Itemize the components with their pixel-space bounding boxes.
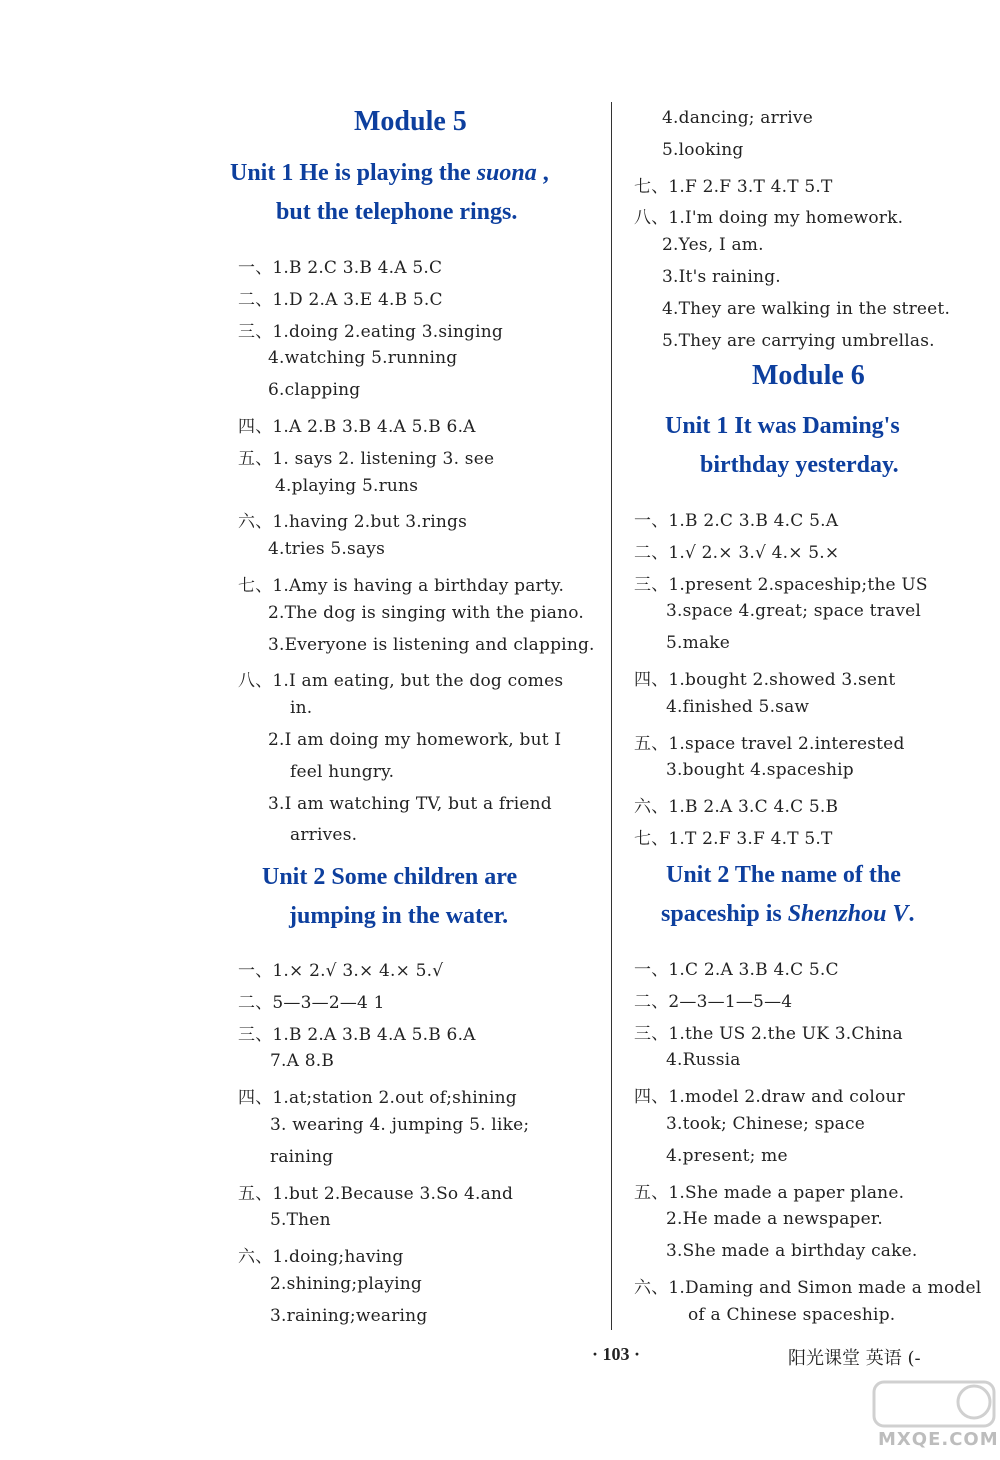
unit-1-title-part-a: Unit 1 He is playing the xyxy=(230,160,477,186)
answer-line: 4.playing 5.runs xyxy=(275,475,419,496)
answer-line: 八、1.I am eating, but the dog comes xyxy=(238,671,564,692)
answer-line: of a Chinese spaceship. xyxy=(688,1304,896,1325)
unit-1-title-line-2: but the telephone rings. xyxy=(276,199,518,225)
module-6-title: Module 6 xyxy=(752,360,865,391)
answer-line: 2.shining;playing xyxy=(270,1274,423,1294)
m6-unit-1-title-line-1: Unit 1 It was Daming's xyxy=(665,413,900,439)
answer-line: 3.It's raining. xyxy=(662,267,781,287)
answer-line: 五、1.She made a paper plane. xyxy=(634,1182,905,1203)
unit-2-title-line-2: jumping in the water. xyxy=(289,903,509,929)
answer-line: 一、1.C 2.A 3.B 4.C 5.C xyxy=(634,960,839,980)
answer-line: 3.space 4.great; space travel xyxy=(666,601,922,622)
answer-line: 八、1.I'm doing my homework. xyxy=(634,208,904,229)
answer-line: raining xyxy=(270,1146,334,1167)
answer-line: 五、1.space travel 2.interested xyxy=(634,733,905,754)
m6-unit-2-title-part-c: . xyxy=(908,901,915,927)
answer-line: 五、1.but 2.Because 3.So 4.and xyxy=(238,1183,514,1204)
answer-line: 7.A 8.B xyxy=(270,1051,335,1072)
answer-line: 三、1.present 2.spaceship;the US xyxy=(634,574,928,595)
m6-unit-1-title-line-2: birthday yesterday. xyxy=(700,452,899,478)
unit-1-title-line-1 xyxy=(230,160,549,187)
answer-line: 六、1.having 2.but 3.rings xyxy=(238,512,468,533)
answer-line: 4.tries 5.says xyxy=(268,539,386,560)
answer-line: 4.They are walking in the street. xyxy=(662,298,951,319)
m6-unit-2-title-italic: Shenzhou V xyxy=(787,901,909,927)
answer-line: 一、1.× 2.√ 3.× 4.× 5.√ xyxy=(238,961,444,981)
answer-line: 5.They are carrying umbrellas. xyxy=(662,330,935,351)
watermark-text: MXQE.COM xyxy=(878,1429,999,1450)
answer-line: 四、1.model 2.draw and colour xyxy=(634,1087,905,1108)
answer-line: 3.I am watching TV, but a friend xyxy=(268,793,552,814)
answer-line: 二、1.√ 2.× 3.√ 4.× 5.× xyxy=(634,542,840,563)
answer-line: 3.raining;wearing xyxy=(270,1305,428,1326)
answer-line: 2.He made a newspaper. xyxy=(666,1209,883,1230)
answer-line: 七、1.F 2.F 3.T 4.T 5.T xyxy=(634,176,833,197)
book-title: 阳光课堂 英语 (- xyxy=(788,1348,921,1369)
answer-line: 三、1.the US 2.the UK 3.China xyxy=(634,1023,903,1044)
answer-line: 三、1.B 2.A 3.B 4.A 5.B 6.A xyxy=(238,1024,476,1045)
answer-line: 四、1.at;station 2.out of;shining xyxy=(238,1088,517,1109)
answer-line: 四、1.bought 2.showed 3.sent xyxy=(634,670,896,690)
answer-line: 5.make xyxy=(666,633,731,654)
unit-1-title-part-c: , xyxy=(536,160,549,186)
answer-line: in. xyxy=(290,698,313,719)
answer-line: 三、1.doing 2.eating 3.singing xyxy=(238,321,504,342)
answer-line: 一、1.B 2.C 3.B 4.A 5.C xyxy=(238,258,443,278)
answer-line: 5.Then xyxy=(270,1210,331,1231)
m6-unit-2-title-part-a: spaceship is xyxy=(661,901,788,927)
watermark-logo xyxy=(870,1378,1000,1456)
answer-line: 四、1.A 2.B 3.B 4.A 5.B 6.A xyxy=(238,417,476,437)
answer-line: 5.looking xyxy=(662,139,744,160)
m6-unit-2-title-line-1: Unit 2 The name of the xyxy=(666,862,901,888)
answer-line: 二、1.D 2.A 3.E 4.B 5.C xyxy=(238,289,443,310)
answer-line: 二、2—3—1—5—4 xyxy=(634,991,793,1012)
answer-line: 4.watching 5.running xyxy=(268,348,458,369)
answer-line: 七、1.Amy is having a birthday party. xyxy=(238,576,565,596)
answer-line: 4.dancing; arrive xyxy=(662,108,813,128)
answer-line: 2.Yes, I am. xyxy=(662,235,764,256)
answer-line: 2.The dog is singing with the piano. xyxy=(268,602,584,623)
answer-line: arrives. xyxy=(290,825,358,846)
answer-line: 一、1.B 2.C 3.B 4.C 5.A xyxy=(634,511,839,531)
answer-line: 3. wearing 4. jumping 5. like; xyxy=(270,1115,530,1135)
answer-line: 六、1.Daming and Simon made a model xyxy=(634,1278,982,1298)
page-number: · 103 · xyxy=(592,1344,641,1364)
answer-line: 4.Russia xyxy=(666,1050,741,1071)
answer-line: 3.took; Chinese; space xyxy=(666,1114,865,1134)
answer-line: 4.present; me xyxy=(666,1145,788,1166)
answer-line: 6.clapping xyxy=(268,380,361,401)
answer-line: 二、5—3—2—4 1 xyxy=(238,992,385,1013)
unit-1-title-italic: suona xyxy=(476,160,537,186)
answer-line: 2.I am doing my homework, but I xyxy=(268,730,562,750)
column-divider xyxy=(611,102,612,1330)
answer-line: 3.bought 4.spaceship xyxy=(666,760,854,781)
answer-line: 七、1.T 2.F 3.F 4.T 5.T xyxy=(634,829,833,849)
answer-line: 六、1.doing;having xyxy=(238,1247,404,1268)
answer-line: 3.She made a birthday cake. xyxy=(666,1241,918,1262)
m6-unit-2-title-line-2 xyxy=(661,901,914,928)
unit-2-title-line-1: Unit 2 Some children are xyxy=(262,864,518,890)
module-5-title: Module 5 xyxy=(354,106,467,137)
answer-line: 六、1.B 2.A 3.C 4.C 5.B xyxy=(634,797,839,818)
answer-line: 五、1. says 2. listening 3. see xyxy=(238,448,495,469)
answer-line: 3.Everyone is listening and clapping. xyxy=(268,634,595,655)
answer-line: 4.finished 5.saw xyxy=(666,696,810,717)
answer-line: feel hungry. xyxy=(290,761,395,782)
